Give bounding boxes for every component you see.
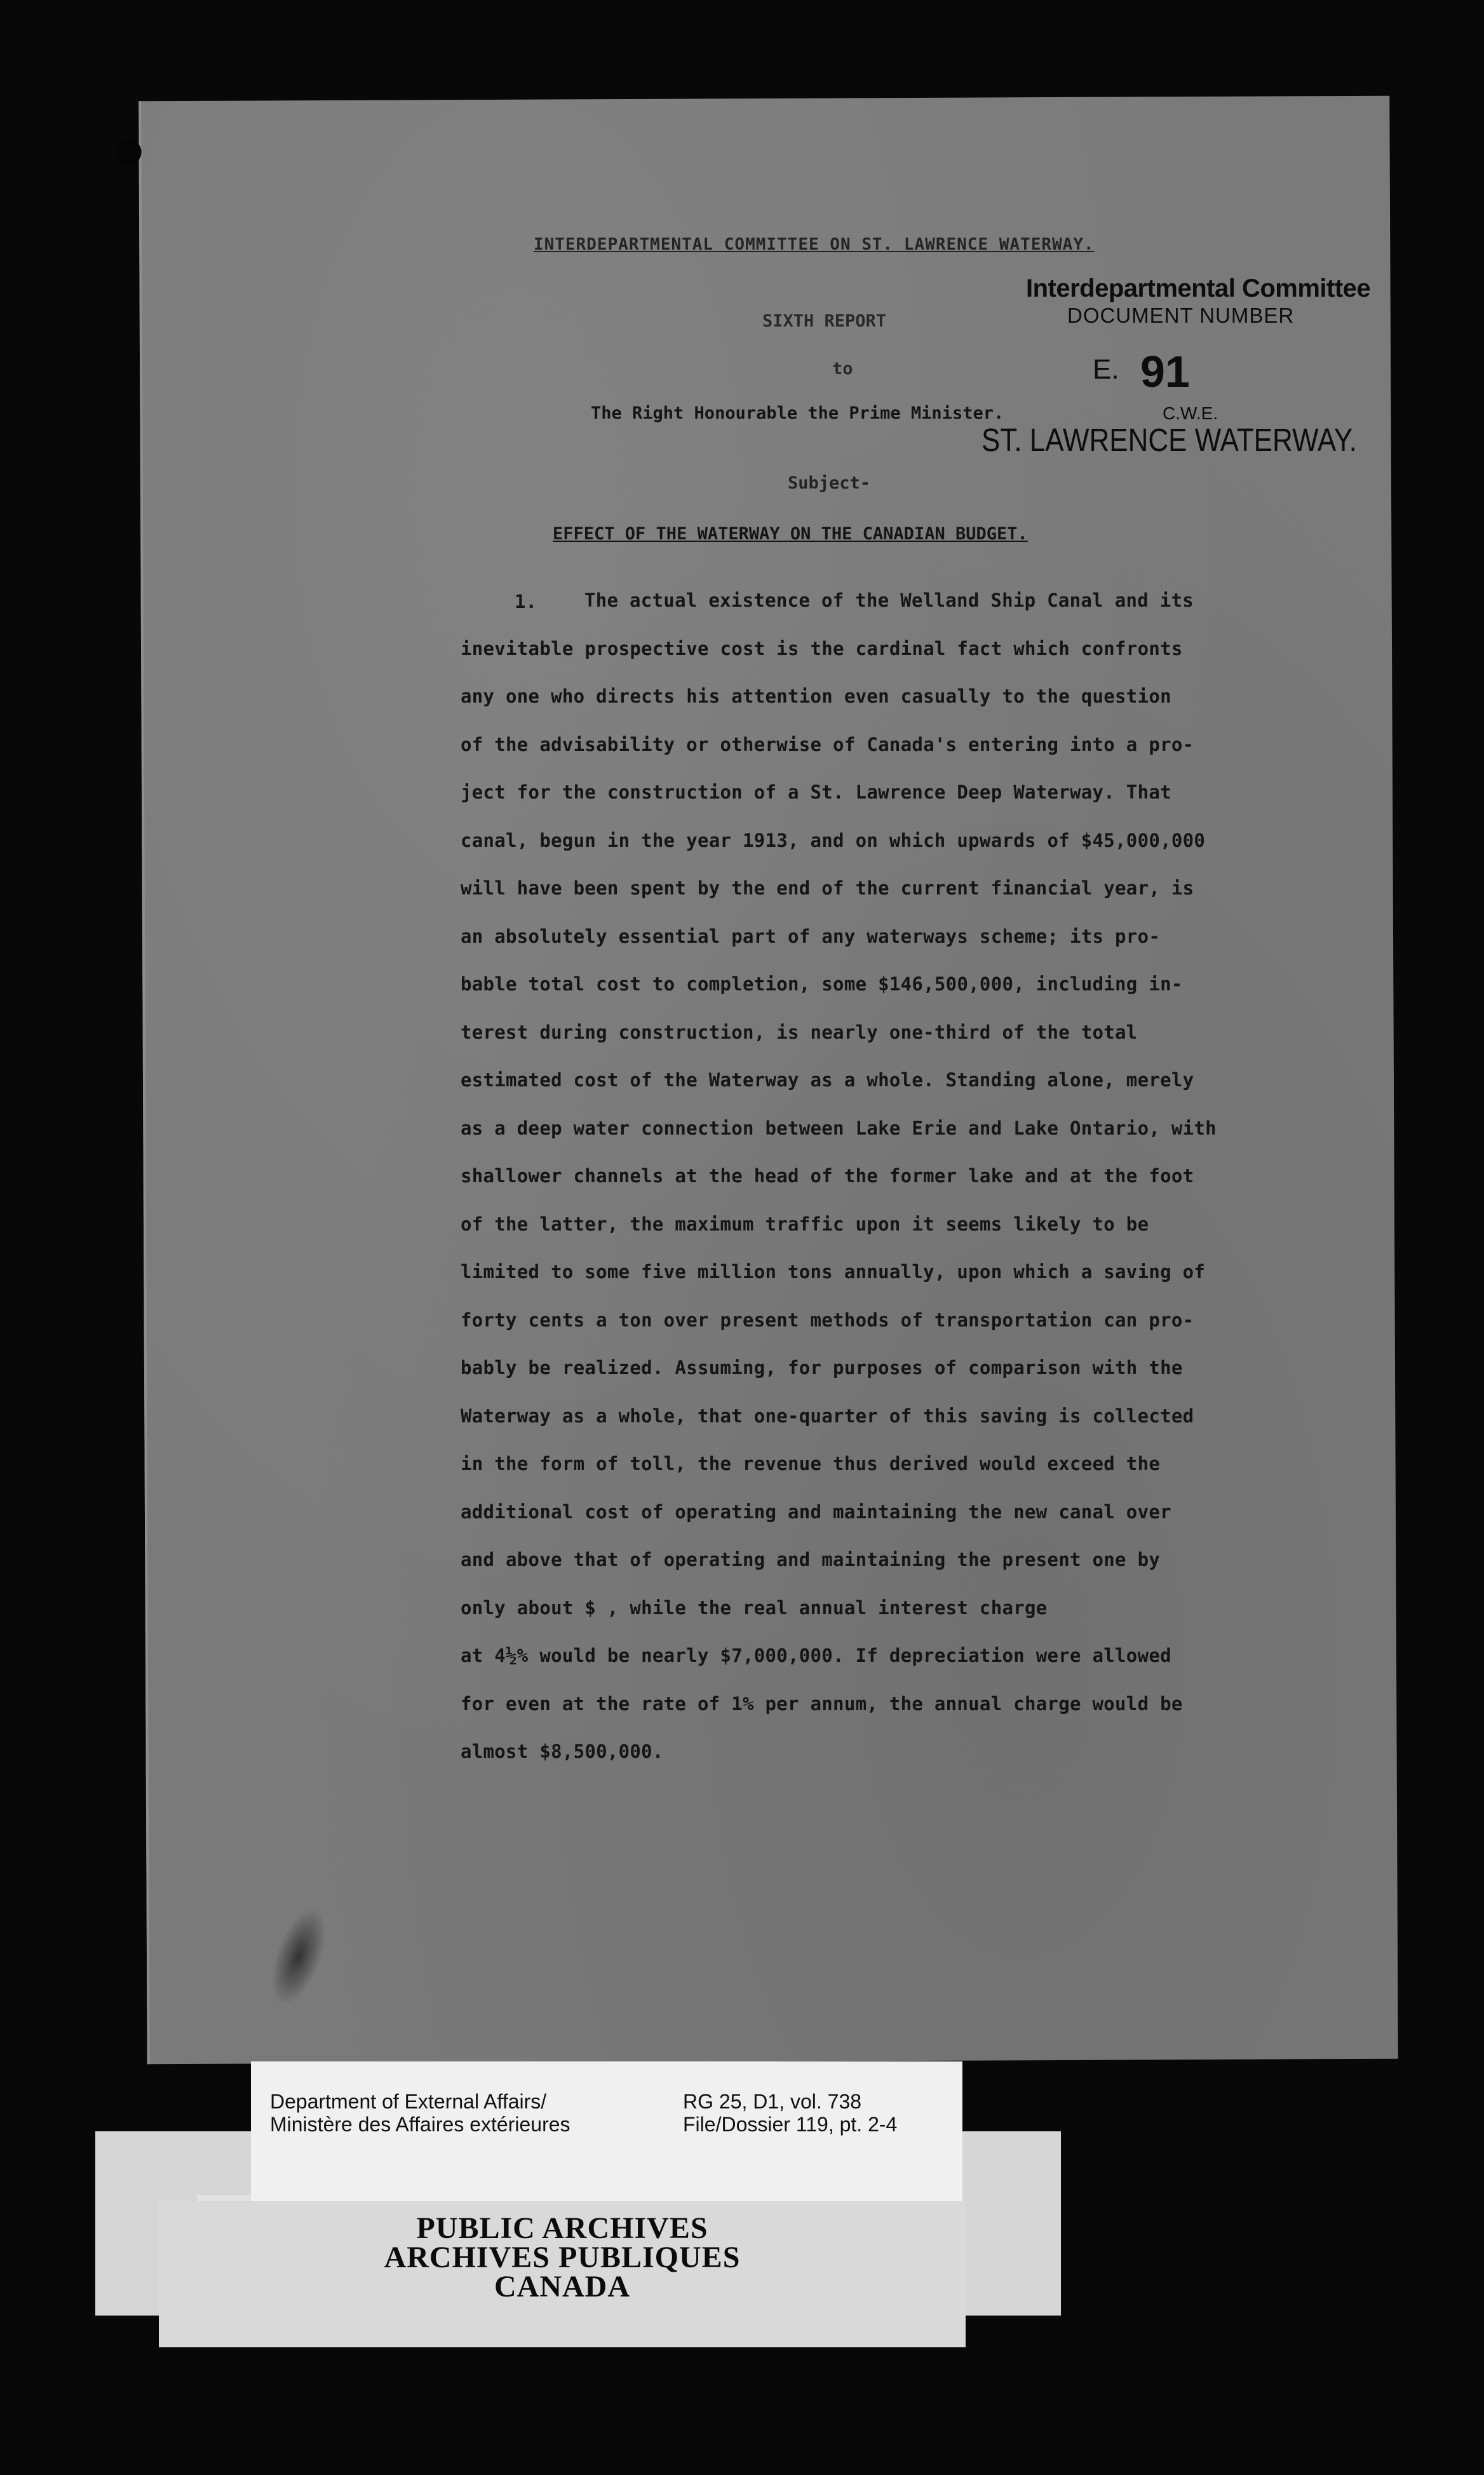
body-line: The actual existence of the Welland Ship Canal and its [584, 590, 1194, 611]
archives-french: ARCHIVES PUBLIQUES [384, 2241, 741, 2274]
department-block [270, 2090, 570, 2136]
archive-reference-label [251, 2061, 962, 2201]
archives-stamp [159, 2201, 966, 2347]
body-line: bably be realized. Assuming, for purposes of comparison with the [461, 1357, 1183, 1379]
stamp-file: C.W.E. [1163, 403, 1218, 423]
body-line: estimated cost of the Waterway as a whole. Standing alone, merely [461, 1069, 1194, 1091]
stamp-committee: Interdepartmental Committee [1026, 274, 1371, 302]
body-line: only about $ , while the real annual interest charge [461, 1597, 1048, 1619]
body-line: any one who directs his attention even casually to the question [461, 685, 1171, 707]
report-number: SIXTH REPORT [762, 311, 887, 331]
stamp-document-number: 91 [1140, 347, 1190, 396]
body-line: almost $8,500,000. [461, 1741, 664, 1762]
stamp-document-number-label: DOCUMENT NUMBER [1067, 304, 1295, 327]
department-english: Department of External Affairs/ [270, 2090, 547, 2113]
body-line: of the advisability or otherwise of Canada's entering into a pro- [461, 734, 1194, 755]
body-line: limited to some five million tons annually, upon which a saving of [461, 1261, 1206, 1283]
department-french: Ministère des Affaires extérieures [270, 2113, 570, 2136]
subject-title: EFFECT OF THE WATERWAY ON THE CANADIAN BUDGET. [553, 524, 1028, 544]
body-line: as a deep water connection between Lake Erie and Lake Ontario, with [461, 1117, 1217, 1139]
body-line: inevitable prospective cost is the cardinal fact which confronts [461, 638, 1183, 659]
body-line: an absolutely essential part of any waterways scheme; its pro- [461, 926, 1161, 947]
record-group: RG 25, D1, vol. 738 [683, 2090, 862, 2113]
archives-country: CANADA [494, 2270, 630, 2303]
reference-block [683, 2090, 897, 2136]
body-line: forty cents a ton over present methods of transportation can pro- [461, 1309, 1194, 1331]
body-line: ject for the construction of a St. Lawrence Deep Waterway. That [461, 781, 1171, 803]
stamp-prefix: E. [1093, 354, 1119, 385]
file-dossier: File/Dossier 119, pt. 2-4 [683, 2113, 898, 2136]
body-line: Waterway as a whole, that one-quarter of this saving is collected [461, 1405, 1194, 1427]
punch-hole [116, 139, 142, 165]
body-line: for even at the rate of 1% per annum, the annual charge would be [461, 1693, 1183, 1715]
addressee: The Right Honourable the Prime Minister. [591, 403, 1004, 423]
report-to: to [832, 359, 853, 379]
body-line: terest during construction, is nearly one-third of the total [461, 1022, 1138, 1043]
body-line: and above that of operating and maintaining the present one by [461, 1549, 1161, 1570]
body-line: of the latter, the maximum traffic upon it seems likely to be [461, 1213, 1149, 1235]
body-line: additional cost of operating and maintaining the new canal over [461, 1501, 1171, 1523]
body-line: in the form of toll, the revenue thus derived would exceed the [461, 1453, 1161, 1474]
subject-label: Subject- [788, 473, 871, 493]
body-line: will have been spent by the end of the current financial year, is [461, 877, 1194, 899]
stamp-waterway: ST. LAWRENCE WATERWAY. [981, 422, 1357, 459]
body-line: canal, begun in the year 1913, and on which upwards of $45,000,000 [461, 830, 1206, 851]
paragraph-number: 1. [515, 591, 537, 612]
body-line: at 4½% would be nearly $7,000,000. If depreciation were allowed [461, 1645, 1171, 1666]
committee-title: INTERDEPARTMENTAL COMMITTEE ON ST. LAWRENCE WATERWAY. [534, 235, 1095, 254]
body-line: shallower channels at the head of the former lake and at the foot [461, 1165, 1194, 1187]
archives-english: PUBLIC ARCHIVES [416, 2211, 708, 2245]
body-line: bable total cost to completion, some $146,500,000, including in- [461, 973, 1183, 995]
